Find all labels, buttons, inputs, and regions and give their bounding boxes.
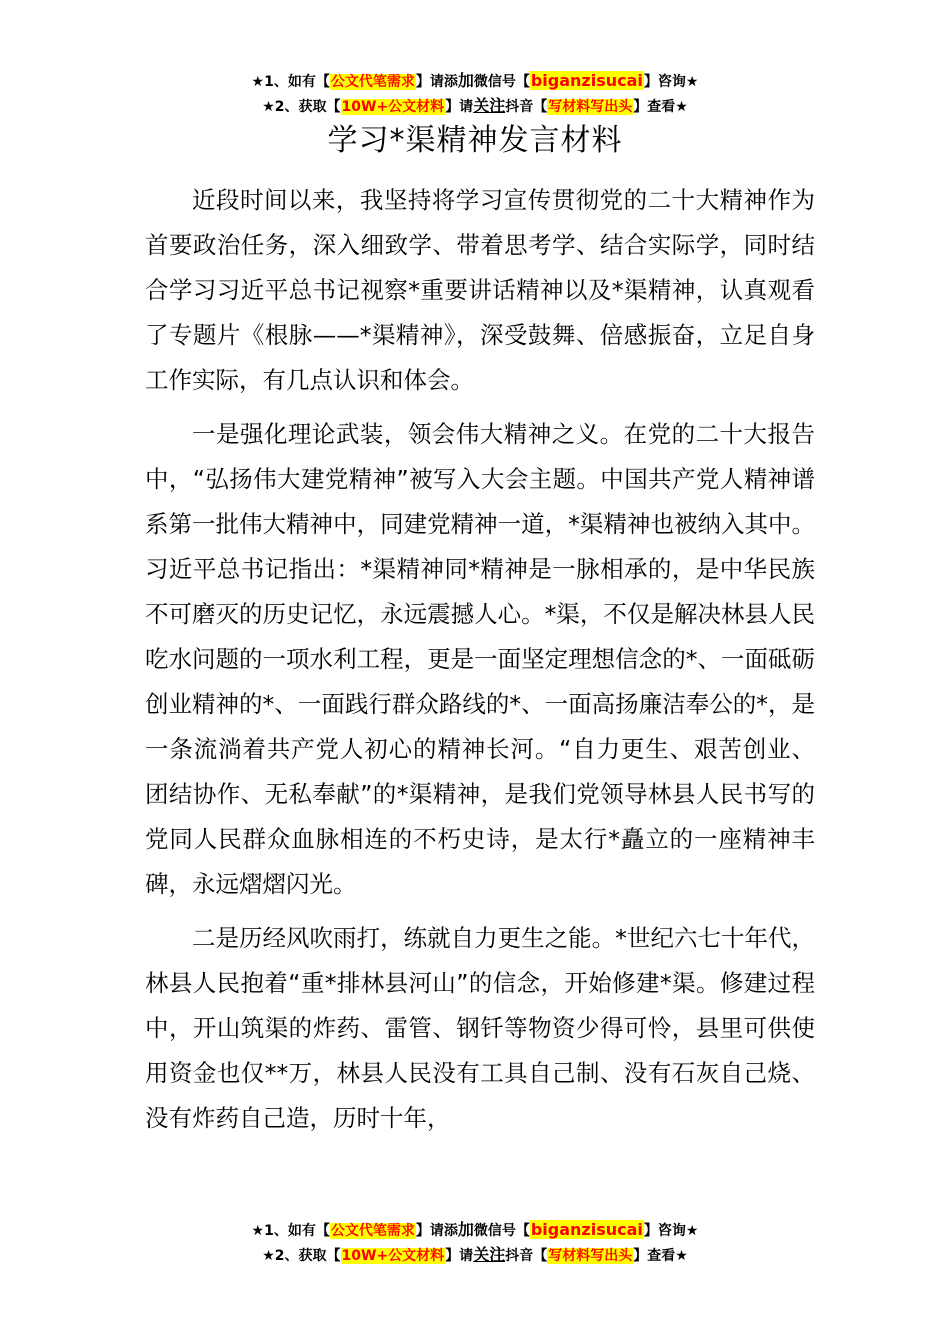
promo-line-1: ★1、如有【公文代笔需求】请添加微信号【biganzisucai】咨询★ [251,1220,699,1239]
paragraph-point-one: 一是强化理论武装，领会伟大精神之义。在党的二十大报告中，“弘扬伟大建党精神”被写入大会主题。中国共产党人精神谱系第一批伟大精神中，同建党精神一道，*渠精神也被纳入其中。习近平总书记指出：*渠精神同*精神是一脉相承的，是中华民族不可磨灭的历史记忆，永远震撼人心。*渠，不仅是解决林县人民吃水问题的一项水利工程，更是一面坚定理想信念的*、一面砥砺创业精神的*、一面践行群众路线的*、一面高扬廉洁奉公的*，是一条流淌着共产党人初心的精神长河。“自力更生、艰苦创业、团结协作、无私奉献”的*渠精神，是我们党领导林县人民书写的党同人民群众血脉相连的不朽史诗，是太行*矗立的一座精神丰碑，永远熠熠闪光。 [145,420,815,898]
document-title: 学习*渠精神发言材料 [327,123,623,158]
promo-banner-bottom [0,1218,950,1268]
document-body [145,178,815,1150]
wechat-id-highlight: biganzisucai [530,71,643,90]
paragraph-point-two: 二是历经风吹雨打，练就自力更生之能。*世纪六七十年代，林县人民抱着“重*排林县河山”的信念，开始修建*渠。修建过程中，开山筑渠的炸药、雷管、钢钎等物资少得可怜，县里可供使用资金也仅**万，林县人民没有工具自己制、没有石灰自己烧、没有炸药自己造，历时十年， [145,924,815,1132]
materials-highlight: 10W+公文材料 [341,99,445,115]
wechat-id-highlight: biganzisucai [530,1220,643,1239]
douyin-id-highlight: 写材料写出头 [548,1248,633,1264]
promo-line-2: ★2、获取【10W+公文材料】请关注抖音【写材料写出头】查看★ [262,1245,688,1264]
service-highlight: 公文代笔需求 [330,1223,415,1239]
materials-highlight: 10W+公文材料 [341,1248,445,1264]
paragraph-intro: 近段时间以来，我坚持将学习宣传贯彻党的二十大精神作为首要政治任务，深入细致学、带着思考学、结合实际学，同时结合学习习近平总书记视察*重要讲话精神以及*渠精神，认真观看了专题片《根脉——*渠精神》，深受鼓舞、倍感振奋，立足自身工作实际，有几点认识和体会。 [145,186,815,394]
promo-banner-top [0,69,950,119]
douyin-id-highlight: 写材料写出头 [548,99,633,115]
service-highlight: 公文代笔需求 [330,74,415,90]
promo-line-2: ★2、获取【10W+公文材料】请关注抖音【写材料写出头】查看★ [262,96,688,115]
promo-line-1: ★1、如有【公文代笔需求】请添加微信号【biganzisucai】咨询★ [251,71,699,90]
